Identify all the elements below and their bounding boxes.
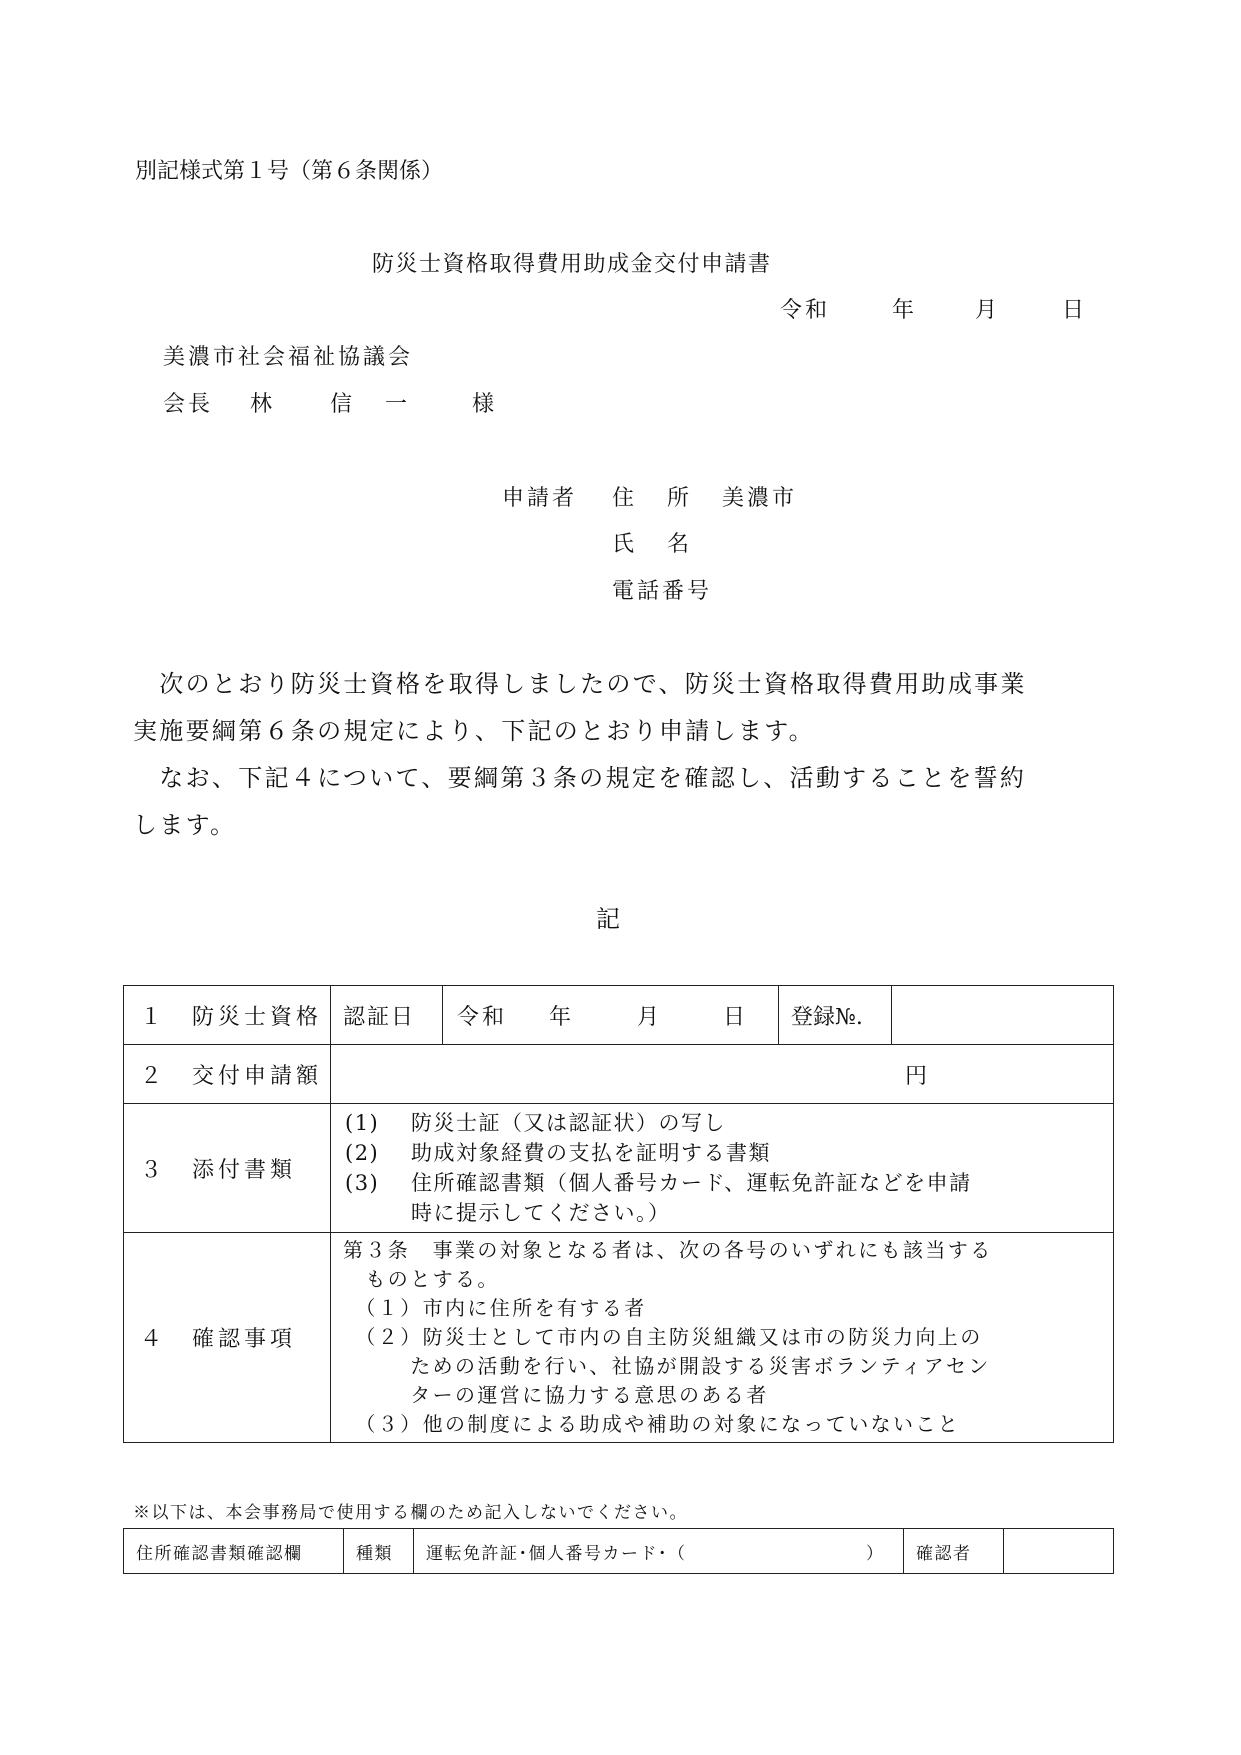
office-use-table bbox=[123, 1528, 1114, 1574]
recipient-name-part: 信 bbox=[330, 392, 353, 417]
name-label-part: 氏 bbox=[612, 532, 635, 557]
recipient-title: 会長 bbox=[163, 392, 214, 417]
amount-field[interactable] bbox=[331, 1045, 1114, 1104]
cert-date-field[interactable] bbox=[443, 986, 779, 1045]
body-line: 次のとおり防災士資格を取得しましたので、防災士資格取得費用助成事業 bbox=[133, 670, 1027, 698]
body-line: 実施要綱第６条の規定により、下記のとおり申請します。 bbox=[133, 717, 815, 745]
recipient-org: 美濃市社会福祉協議会 bbox=[163, 345, 414, 370]
date-month: 月 bbox=[975, 298, 998, 323]
confirmation-line: ターの運営に協力する意思のある者 bbox=[343, 1383, 769, 1407]
form-id: 別記様式第１号（第６条関係） bbox=[135, 159, 444, 184]
cert-date-label: 認証日 bbox=[331, 986, 443, 1045]
document-title: 防災士資格取得費用助成金交付申請書 bbox=[372, 252, 772, 277]
applicant-role: 申請者 bbox=[502, 486, 578, 511]
body-line: なお、下記４について、要綱第３条の規定を確認し、活動することを誓約 bbox=[133, 764, 1027, 792]
address-label-part: 所 bbox=[667, 486, 690, 511]
row-label: ４ 確認事項 bbox=[124, 1233, 331, 1443]
office-col-doc-type[interactable] bbox=[414, 1529, 904, 1574]
row-amount bbox=[124, 1045, 1114, 1104]
doc-type-close: ） bbox=[866, 1543, 885, 1564]
row-qualification bbox=[124, 986, 1114, 1045]
attachment-item: (1) 防災士証（又は認証状）の写し bbox=[345, 1111, 726, 1135]
confirmation-line: ものとする。 bbox=[343, 1267, 500, 1291]
doc-type-options: 運転免許証･個人番号カード･（ bbox=[426, 1543, 687, 1564]
body-line: します。 bbox=[133, 811, 237, 839]
confirmation-line: ための活動を行い、社協が開設する災害ボランティアセン bbox=[343, 1354, 991, 1378]
office-col-type: 種類 bbox=[344, 1529, 414, 1574]
reg-no-label: 登録№. bbox=[779, 986, 892, 1045]
reg-no-field[interactable] bbox=[892, 986, 1114, 1045]
row-confirmation bbox=[124, 1233, 1114, 1443]
confirmation-cell bbox=[331, 1233, 1114, 1443]
date-year: 年 bbox=[892, 298, 915, 323]
attachment-item: (2) 助成対象経費の支払を証明する書類 bbox=[345, 1141, 771, 1165]
cert-date-era: 令和 bbox=[457, 1004, 508, 1030]
office-col-address-check: 住所確認書類確認欄 bbox=[124, 1529, 344, 1574]
cert-date-month: 月 bbox=[637, 1004, 660, 1030]
date-era: 令和 bbox=[780, 298, 831, 323]
office-col-checker-label: 確認者 bbox=[904, 1529, 1004, 1574]
cert-date-day: 日 bbox=[723, 1004, 746, 1030]
recipient-name-part: 一 bbox=[385, 392, 408, 417]
office-note: ※以下は、本会事務局で使用する欄のため記入しないでください。 bbox=[133, 1503, 688, 1523]
cert-date-year: 年 bbox=[549, 1004, 572, 1030]
attachment-item-continued: 時に提示してください。） bbox=[411, 1201, 671, 1225]
attachments-cell bbox=[331, 1104, 1114, 1233]
confirmation-line: （２）防災士として市内の自主防災組織又は市の防災力向上の bbox=[343, 1325, 983, 1349]
confirmation-line: （３）他の制度による助成や補助の対象になっていないこと bbox=[343, 1412, 961, 1436]
address-label-part: 住 bbox=[612, 486, 635, 511]
row-label: １ 防災士資格 bbox=[124, 986, 331, 1045]
address-value: 美濃市 bbox=[722, 486, 798, 511]
attachment-item: (3) 住所確認書類（個人番号カード、運転免許証などを申請 bbox=[345, 1171, 972, 1195]
recipient-honorific: 様 bbox=[472, 392, 495, 417]
confirmation-line: 第３条 事業の対象となる者は、次の各号のいずれにも該当する bbox=[343, 1238, 993, 1262]
date-day: 日 bbox=[1062, 298, 1085, 323]
name-label-part: 名 bbox=[667, 532, 690, 557]
row-label: ２ 交付申請額 bbox=[124, 1045, 331, 1104]
yen-unit: 円 bbox=[904, 1063, 927, 1089]
recipient-name-part: 林 bbox=[250, 392, 273, 417]
row-label: ３ 添付書類 bbox=[124, 1104, 331, 1233]
phone-label: 電話番号 bbox=[612, 579, 713, 604]
row-attachments bbox=[124, 1104, 1114, 1233]
ki-marker: 記 bbox=[596, 905, 620, 933]
application-table bbox=[123, 985, 1114, 1443]
confirmation-line: （１）市内に住所を有する者 bbox=[343, 1296, 647, 1320]
office-col-checker-field[interactable] bbox=[1004, 1529, 1114, 1574]
